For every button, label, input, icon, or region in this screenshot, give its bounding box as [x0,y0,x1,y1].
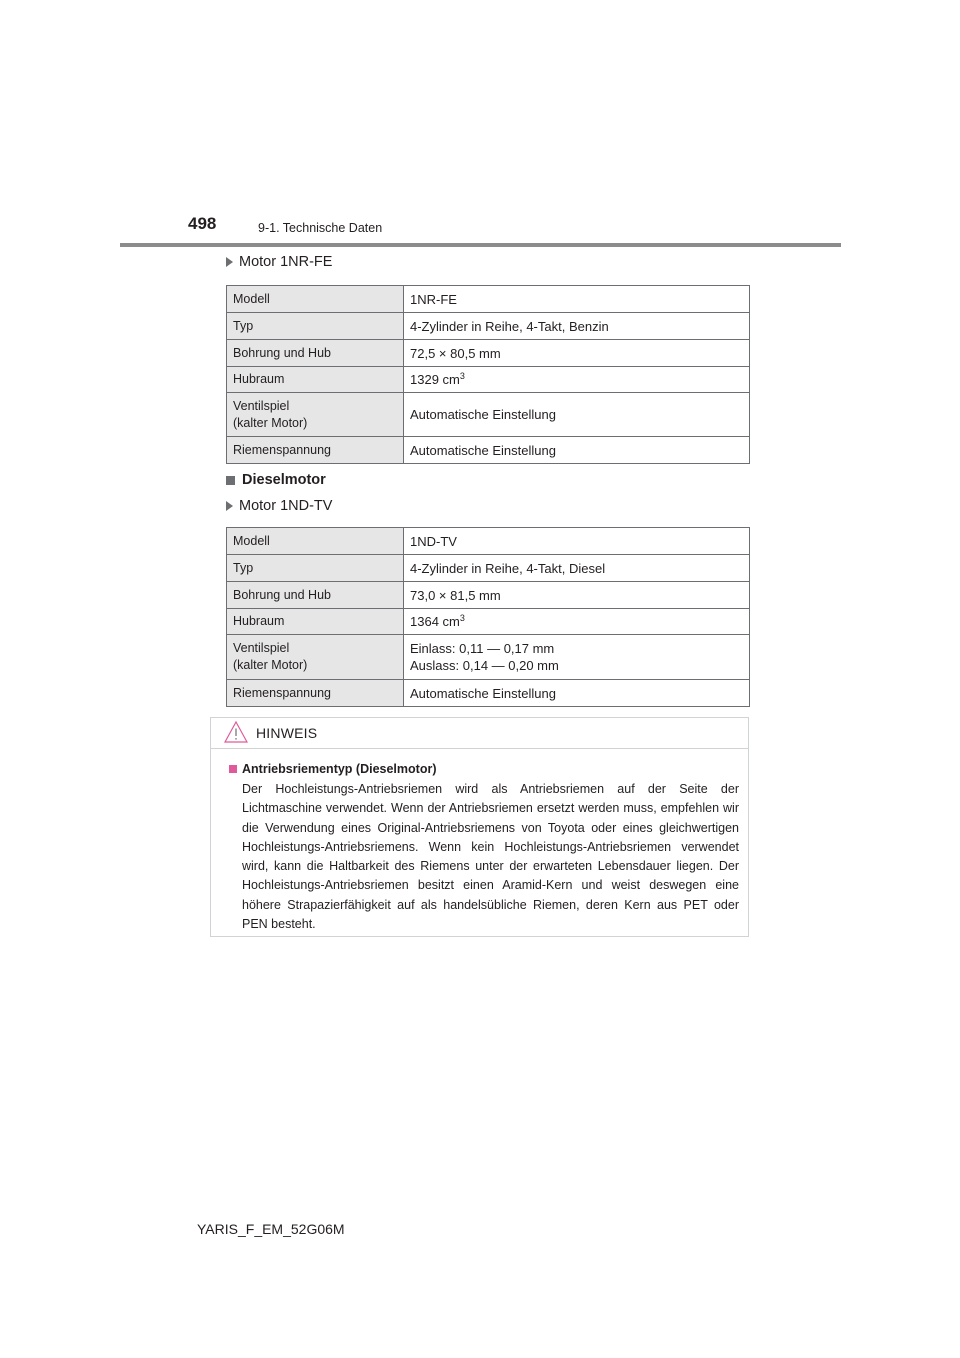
spec-value-line: Auslass: 0,14 — 0,20 mm [410,658,559,673]
diesel-engine-table [226,527,750,707]
spec-label-line: Ventilspiel [233,641,290,655]
spec-value: Automatische Einstellung [404,393,750,437]
table-row [227,635,750,680]
spec-value [404,367,750,393]
notice-title: HINWEIS [256,725,318,741]
notice-box [210,717,749,937]
table-row [227,286,750,313]
notice-text: Der Hochleistungs-Antriebsriemen wird als Antriebsriemen auf der Seite der Lichtmaschine verwendet. Wenn der Antriebsriemen ersetzt werden muss, empfehlen wir die Verwendung eines Original-Antriebsriemens von Toyota oder eines gleichwertigen Hochleistungs-Antriebsriemens. Wenn kein Hochleistungs-Antriebsriemen verwendet wird, kann die Haltbarkeit des Riemens unter der erwarteten Lebensdauer liegen. Der Hochleistungs-Antriebsriemen besitzt einen Aramid-Kern und weist deswegen eine höhere Strapazierfähigkeit auf als handelsübliche Riemen, deren Kern aus PET oder PEN besteht. [242,782,739,932]
spec-value: 72,5 × 80,5 mm [404,340,750,367]
table-row [227,340,750,367]
spec-value: 4-Zylinder in Reihe, 4-Takt, Diesel [404,555,750,582]
spec-value: 1ND-TV [404,528,750,555]
table-row [227,393,750,437]
spec-value-text: 1329 cm [410,372,460,387]
spec-label: Typ [227,313,404,340]
notice-body [211,749,748,934]
spec-value: 73,0 × 81,5 mm [404,582,750,609]
spec-label-line: (kalter Motor) [233,658,308,672]
petrol-engine-heading-text: Motor 1NR-FE [239,254,333,270]
arrow-right-icon [226,501,233,511]
notice-item-title [229,762,739,776]
diesel-engine-heading [226,498,332,514]
spec-label: Riemenspannung [227,680,404,707]
section-title: 9-1. Technische Daten [258,221,383,235]
arrow-right-icon [226,257,233,267]
table-row [227,555,750,582]
spec-value: Automatische Einstellung [404,437,750,464]
header-rule [120,243,841,247]
table-row [227,367,750,393]
spec-value [404,609,750,635]
spec-label: Hubraum [227,367,404,393]
notice-item-title-text: Antriebsriementyp (Dieselmotor) [242,762,437,776]
diesel-section-heading-text: Dieselmotor [242,472,326,488]
table-row [227,313,750,340]
spec-value-line: Einlass: 0,11 — 0,17 mm [410,641,555,656]
spec-label: Bohrung und Hub [227,340,404,367]
footer-code: YARIS_F_EM_52G06M [197,1221,345,1237]
spec-label [227,635,404,680]
spec-value [404,635,750,680]
spec-label [227,393,404,437]
square-bullet-icon [229,765,237,773]
warning-triangle-icon [224,721,248,743]
spec-label-line: (kalter Motor) [233,415,308,430]
spec-label: Typ [227,555,404,582]
spec-label: Hubraum [227,609,404,635]
spec-label: Modell [227,528,404,555]
diesel-engine-heading-text: Motor 1ND-TV [239,498,333,514]
superscript: 3 [459,613,465,623]
spec-value: Automatische Einstellung [404,680,750,707]
spec-label: Bohrung und Hub [227,582,404,609]
page-number: 498 [188,214,217,233]
petrol-engine-heading [226,254,332,270]
spec-value: 4-Zylinder in Reihe, 4-Takt, Benzin [404,313,750,340]
spec-label-line: Ventilspiel [233,398,290,413]
spec-label: Riemenspannung [227,437,404,464]
table-row [227,680,750,707]
diesel-section-heading [226,472,326,488]
table-row [227,582,750,609]
spec-value: 1NR-FE [404,286,750,313]
square-bullet-icon [226,476,235,485]
table-row [227,609,750,635]
spec-value-text: 1364 cm [410,614,460,629]
table-row [227,528,750,555]
spec-label: Modell [227,286,404,313]
notice-header [211,718,748,749]
superscript: 3 [459,371,465,381]
petrol-engine-table [226,285,750,464]
table-row [227,437,750,464]
